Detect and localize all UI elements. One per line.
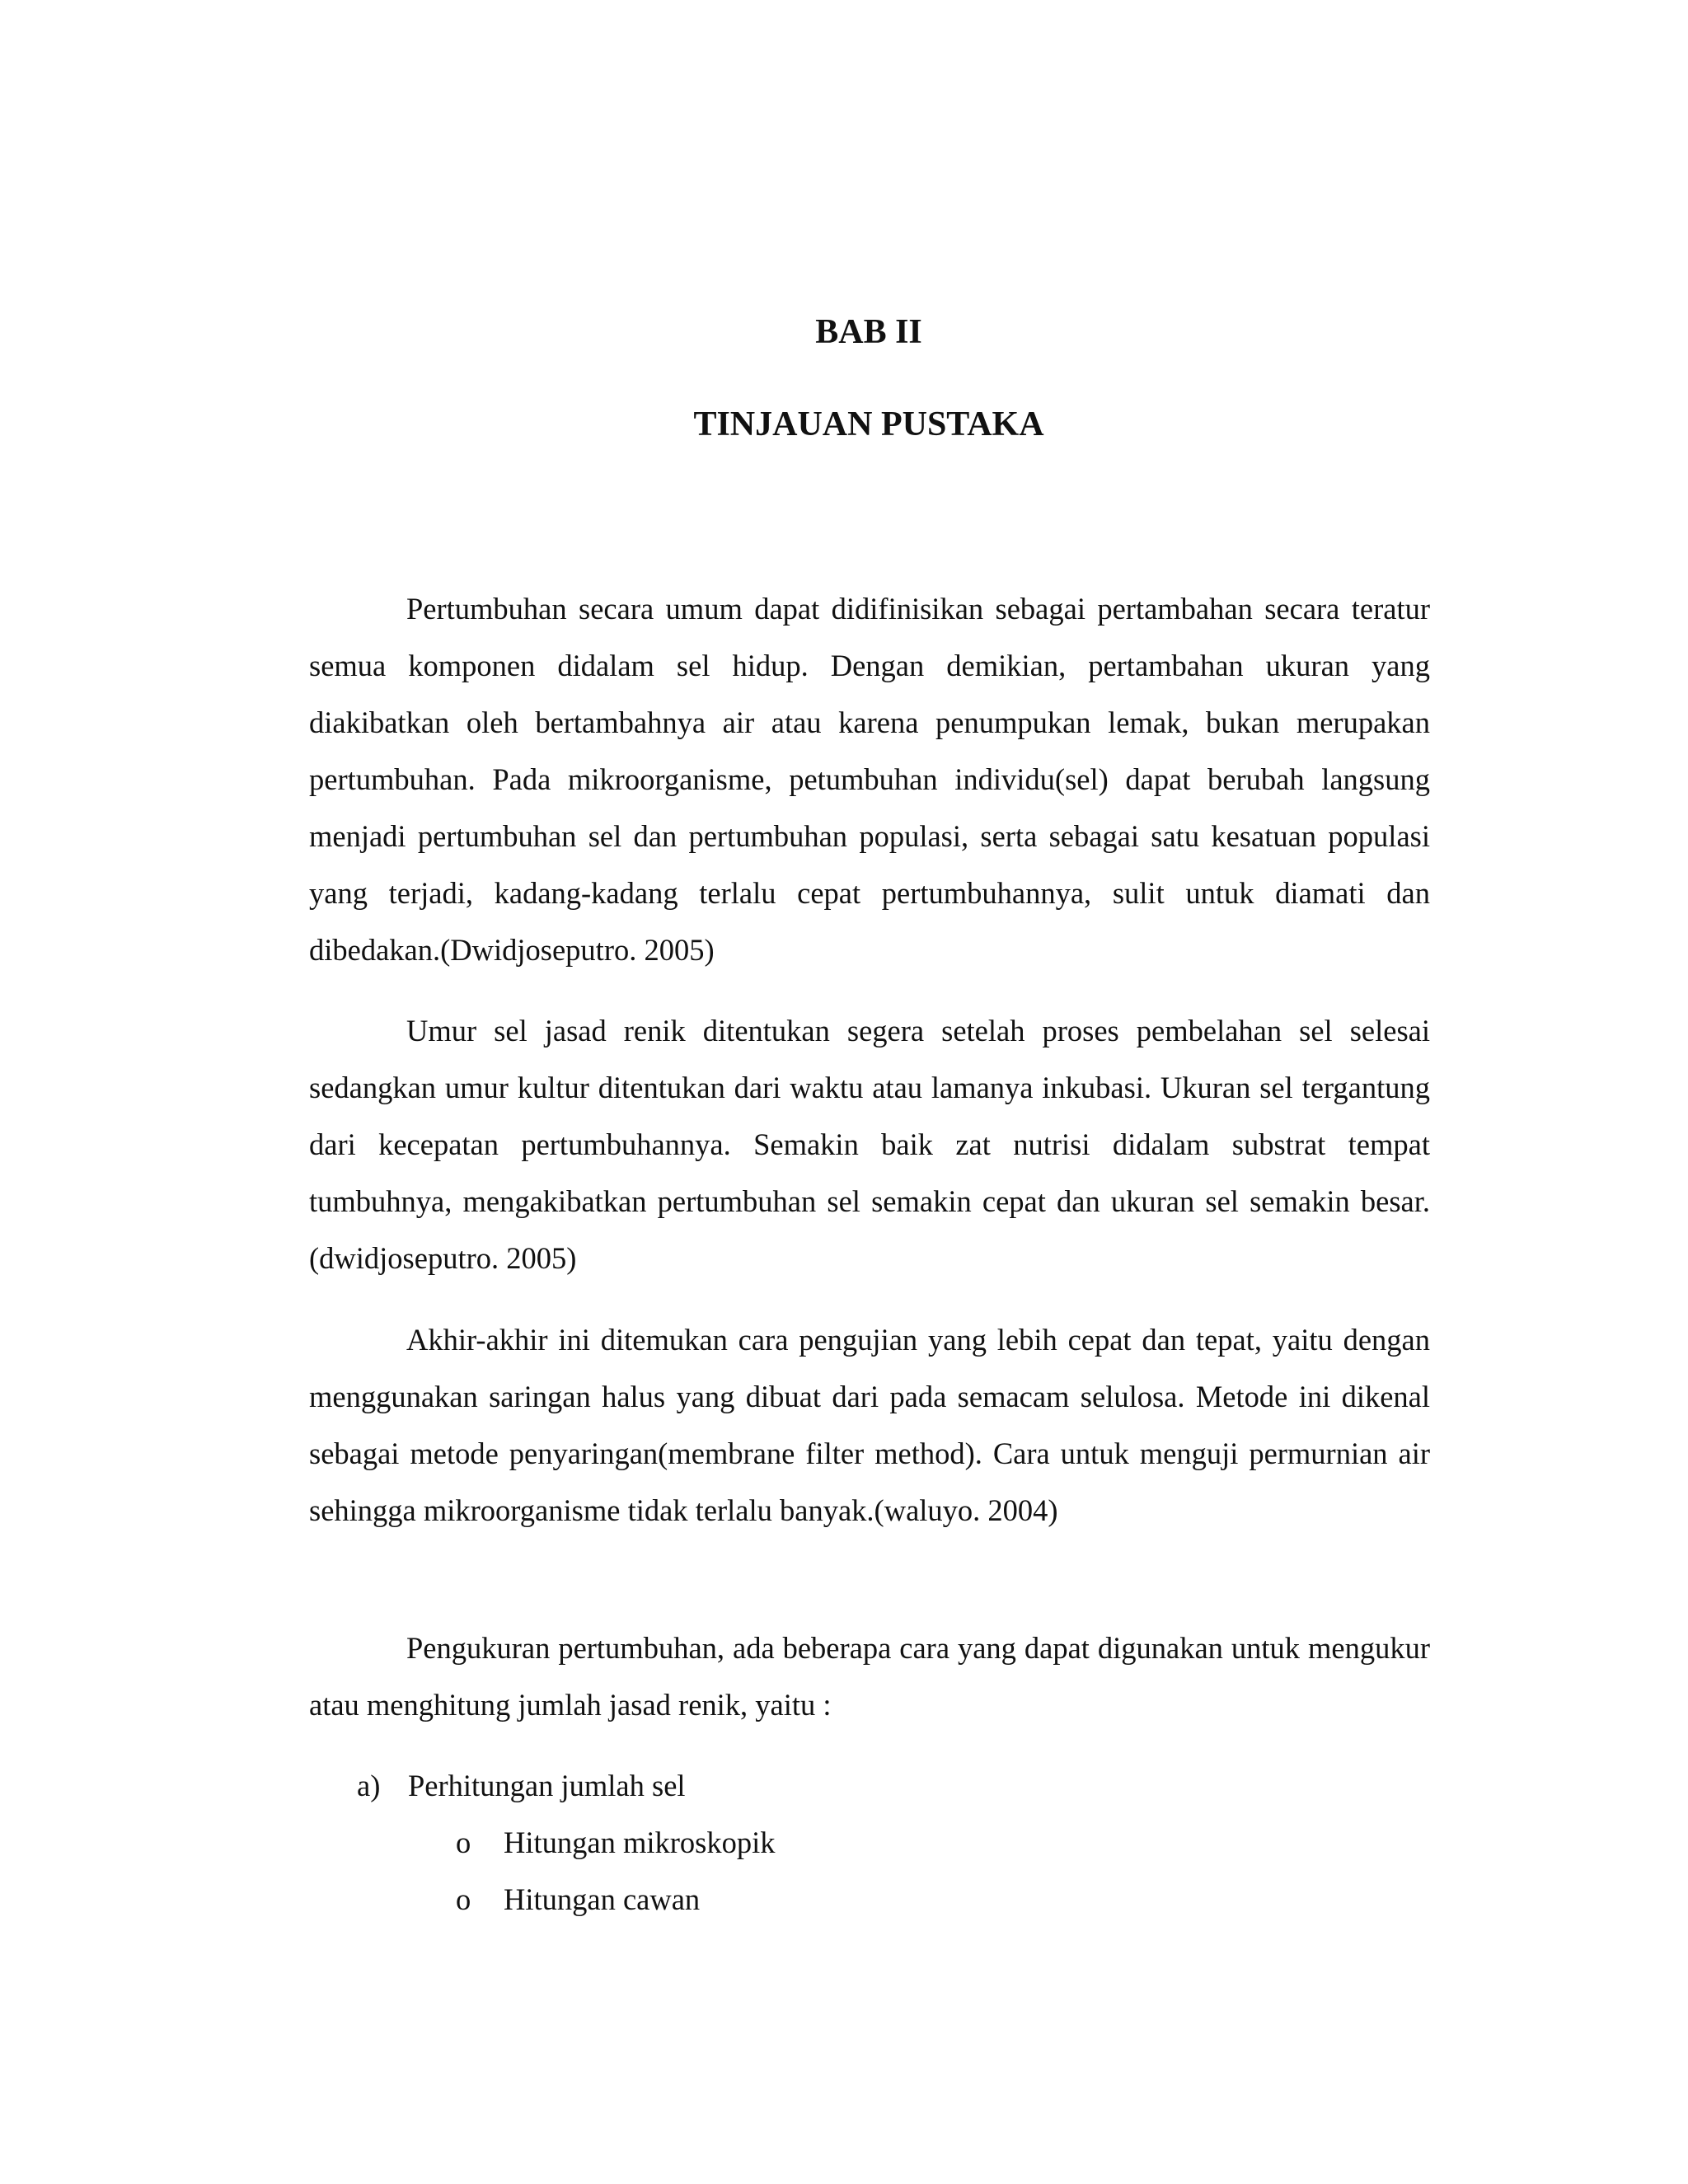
sub-list-item-text: Hitungan cawan — [504, 1882, 701, 1916]
list-item-text: Perhitungan jumlah sel — [408, 1769, 686, 1802]
paragraph-4: Pengukuran pertumbuhan, ada beberapa cara yang dapat digunakan untuk mengukur atau menghitung jumlah jasad renik, yaitu : — [309, 1631, 1430, 1722]
circle-bullet-icon: o — [456, 1882, 471, 1916]
chapter-title: TINJAUAN PUSTAKA — [693, 405, 1044, 443]
list-marker: a) — [357, 1769, 381, 1802]
sub-list-item-text: Hitungan mikroskopik — [504, 1825, 776, 1859]
chapter-heading: BAB II — [815, 313, 922, 351]
paragraph-3: Akhir-akhir ini ditemukan cara pengujian yang lebih cepat dan tepat, yaitu dengan menggunakan saringan halus yang dibuat dari pada semacam selulosa. Metode ini dikenal sebagai metode penyaringan(membrane filter method). Cara untuk menguji permurnian air sehingga mikroorganisme tidak terlalu banyak.(waluyo. 2004) — [309, 1323, 1430, 1527]
paragraph-1: Pertumbuhan secara umum dapat didifinisikan sebagai pertambahan secara teratur semua komponen didalam sel hidup. Dengan demikian, pertambahan ukuran yang diakibatkan oleh bertambahnya air atau karena penumpukan lemak, bukan merupakan pertumbuhan. Pada mikroorganisme, petumbuhan individu(sel) dapat berubah langsung menjadi pertumbuhan sel dan pertumbuhan populasi, serta sebagai satu kesatuan populasi yang terjadi, kadang-kadang terlalu cepat pertumbuhannya, sulit untuk diamati dan dibedakan.(Dwidjoseputro. 2005) — [309, 592, 1430, 967]
circle-bullet-icon: o — [456, 1825, 471, 1859]
paragraph-2: Umur sel jasad renik ditentukan segera setelah proses pembelahan sel selesai sedangkan umur kultur ditentukan dari waktu atau lamanya inkubasi. Ukuran sel tergantung dari kecepatan pertumbuhannya. Semakin baik zat nutrisi didalam substrat tempat tumbuhnya, mengakibatkan pertumbuhan sel semakin cepat dan ukuran sel semakin besar.(dwidjoseputro. 2005) — [309, 1014, 1430, 1275]
